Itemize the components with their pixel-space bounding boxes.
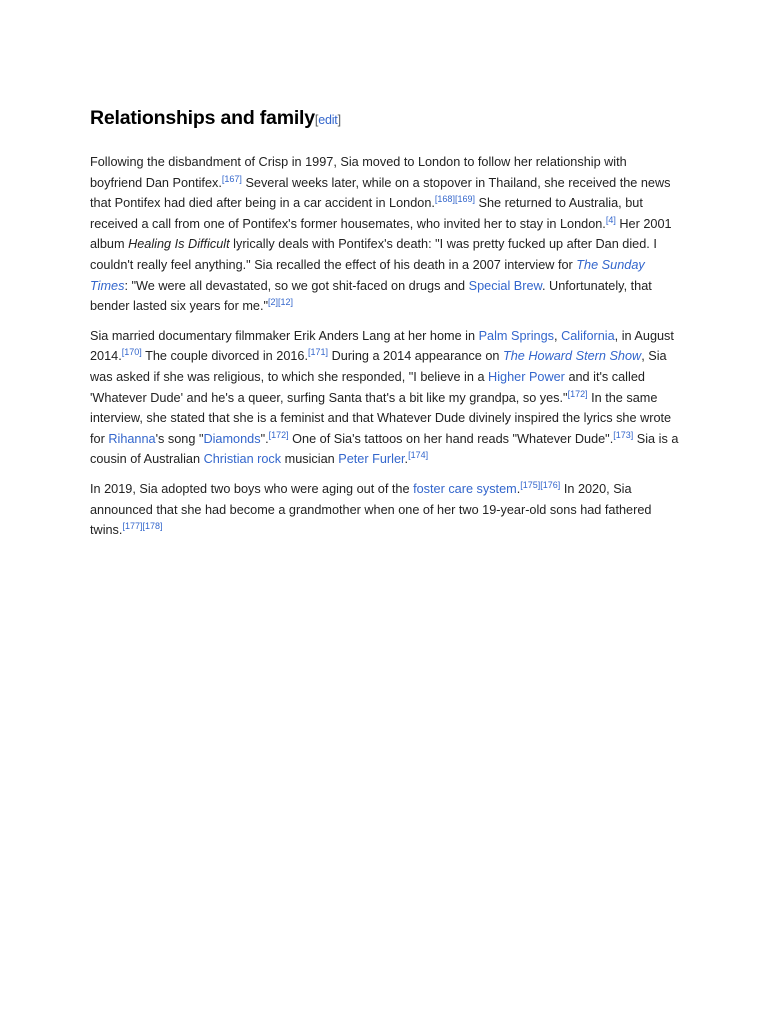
link-foster-care-system[interactable]: foster care system bbox=[413, 481, 517, 496]
link-diamonds[interactable]: Diamonds bbox=[203, 431, 261, 446]
citation-178[interactable]: [178] bbox=[142, 520, 163, 531]
citation-168[interactable]: [168] bbox=[434, 193, 455, 204]
paragraph-3: In 2019, Sia adopted two boys who were aging out of the foster care system.[175][176] In 2020, Sia announced that she had become a grandmother when one of her two 19-year-old sons had fathered twins.[177][178] bbox=[90, 479, 652, 538]
edit-section-link-wrapper: [edit] bbox=[314, 113, 341, 127]
link-rihanna[interactable]: Rihanna bbox=[108, 431, 156, 446]
link-palm-springs[interactable]: Palm Springs bbox=[478, 328, 555, 343]
citation-4[interactable]: [4] bbox=[605, 214, 616, 225]
link-the-sunday-times[interactable]: The Sunday Times bbox=[90, 257, 645, 293]
paragraph-1: Following the disbandment of Crisp in 1997, Sia moved to London to follow her relationship with boyfriend Dan Pontifex.[167] Several weeks later, while on a stopover in Thailand, she received the news that Pontifex had died after being in a car accident in London.[168][169] She returned to Australia, but received a call from one of Pontifex's former housemates, who invited her to stay in London.[4] Her 2001 album Healing Is Difficult lyrically deals with Pontifex's death: "I was pretty fucked up after Dan died. I couldn't really feel anything." Sia recalled the effect of his death in a 2007 interview for The Sunday Times: "We were all devastated, so we got shit-faced on drugs and Special Brew. Unfortunately, that bender lasted six years for me."[2][12] bbox=[90, 155, 672, 314]
album-title: Healing Is Difficult bbox=[128, 237, 230, 252]
link-christian-rock[interactable]: Christian rock bbox=[203, 452, 282, 467]
link-california[interactable]: California bbox=[561, 328, 615, 343]
citation-170[interactable]: [170] bbox=[121, 347, 142, 358]
citation-173[interactable]: [173] bbox=[613, 429, 634, 440]
citation-2[interactable]: [2] bbox=[267, 296, 278, 307]
citation-167[interactable]: [167] bbox=[221, 173, 242, 184]
link-special-brew[interactable]: Special Brew bbox=[468, 278, 542, 293]
link-the-howard-stern-show[interactable]: The Howard Stern Show bbox=[502, 349, 642, 364]
link-peter-furler[interactable]: Peter Furler bbox=[338, 452, 405, 467]
section-title: Relationships and family bbox=[90, 107, 315, 129]
citation-169[interactable]: [169] bbox=[454, 193, 475, 204]
citation-176[interactable]: [176] bbox=[540, 479, 561, 490]
citation-12[interactable]: [12] bbox=[278, 296, 294, 307]
paragraph-2: Sia married documentary filmmaker Erik Anders Lang at her home in Palm Springs, California, in August 2014.[170] The couple divorced in 2016.[171] During a 2014 appearance on The Howard Stern Show, Sia was asked if she was religious, to which she responded, "I believe in a Higher Power and it's called 'Whatever Dude' and he's a queer, surfing Santa that's a bit like my grandpa, so yes."[172] In the same interview, she stated that she is a feminist and that Whatever Dude divinely inspired the lyrics she wrote for Rihanna's song "Diamonds".[172] One of Sia's tattoos on her hand reads "Whatever Dude".[173] Sia is a cousin of Australian Christian rock musician Peter Furler.[174] bbox=[90, 328, 679, 467]
edit-section-link[interactable]: edit bbox=[318, 113, 338, 127]
article-section bbox=[90, 104, 680, 550]
link-higher-power[interactable]: Higher Power bbox=[488, 369, 565, 384]
citation-175[interactable]: [175] bbox=[520, 479, 541, 490]
citation-172[interactable]: [172] bbox=[567, 388, 588, 399]
section-heading bbox=[90, 104, 680, 134]
citation-177[interactable]: [177] bbox=[122, 520, 143, 531]
citation-174[interactable]: [174] bbox=[408, 450, 429, 461]
citation-172-second[interactable]: [172] bbox=[268, 429, 289, 440]
citation-171[interactable]: [171] bbox=[308, 347, 329, 358]
